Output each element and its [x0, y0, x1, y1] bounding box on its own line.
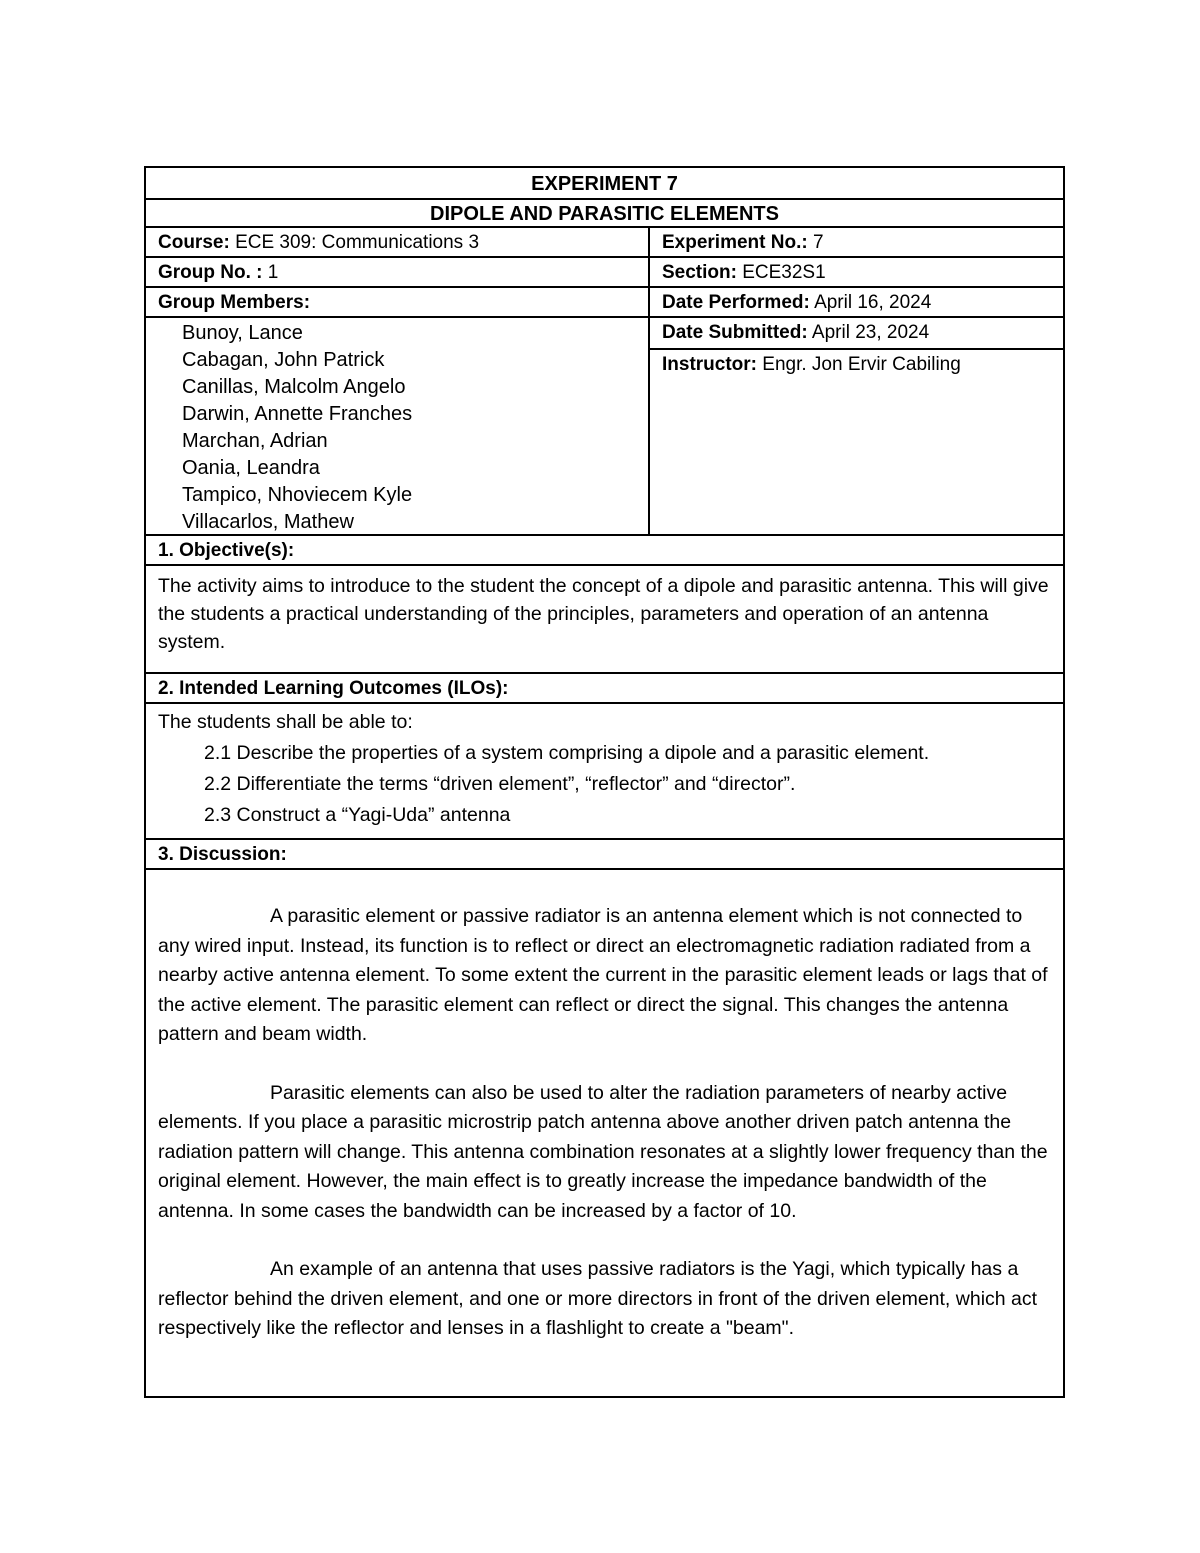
- members-block: [144, 318, 1065, 536]
- course-value: ECE 309: Communications 3: [235, 232, 480, 253]
- ilo-item: 2.1 Describe the properties of a system comprising a dipole and a parasitic element.: [204, 742, 930, 764]
- member-name: Oania, Leandra: [182, 457, 320, 479]
- course-cell: [146, 228, 650, 256]
- ilos-heading: 2. Intended Learning Outcomes (ILOs):: [144, 674, 1065, 704]
- members-list: [146, 318, 650, 534]
- section-value: ECE32S1: [742, 262, 826, 283]
- info-row-members: [144, 288, 1065, 318]
- experiment-no-cell: [650, 228, 1063, 256]
- info-row-group: [144, 258, 1065, 288]
- discussion-paragraph: An example of an antenna that uses passive radiators is the Yagi, which typically has a reflector behind the driven element, and one or more directors in front of the driven element, which act respectively like the reflector and lenses in a flashlight to create a "beam".: [158, 1258, 1038, 1339]
- member-name: Marchan, Adrian: [182, 430, 328, 452]
- member-name: Tampico, Nhoviecem Kyle: [182, 484, 413, 506]
- member-name: Villacarlos, Mathew: [182, 511, 354, 533]
- group-no-value: 1: [267, 262, 279, 283]
- instructor-cell: [650, 350, 1063, 380]
- instructor-value: Engr. Jon Ervir Cabiling: [762, 354, 961, 375]
- member-name: Cabagan, John Patrick: [182, 349, 385, 371]
- ilo-item: 2.3 Construct a “Yagi-Uda” antenna: [204, 804, 511, 826]
- objectives-heading: 1. Objective(s):: [144, 536, 1065, 566]
- section-cell: [650, 258, 1063, 286]
- date-submitted-value: April 23, 2024: [811, 322, 930, 343]
- member-name: Bunoy, Lance: [182, 322, 303, 344]
- experiment-no-label: Experiment No.:: [662, 232, 808, 253]
- ilos-intro: The students shall be able to:: [158, 711, 413, 733]
- member-name: Canillas, Malcolm Angelo: [182, 376, 406, 398]
- date-performed-value: April 16, 2024: [814, 292, 932, 313]
- date-submitted-cell: [650, 318, 1063, 350]
- ilo-item: 2.2 Differentiate the terms “driven element”, “reflector” and “director”.: [204, 773, 796, 795]
- course-label: Course:: [158, 232, 230, 253]
- discussion-paragraph: Parasitic elements can also be used to alter the radiation parameters of nearby active elements. If you place a parasitic microstrip patch antenna above another driven patch antenna the radiation pattern will change. This antenna combination resonates at a slightly lower frequency than the original element. However, the main effect is to greatly increase the impedance bandwidth of the antenna. In some cases the bandwidth can be increased by a factor of 10.: [158, 1081, 1048, 1222]
- experiment-sheet: [144, 166, 1065, 1398]
- experiment-subtitle: DIPOLE AND PARASITIC ELEMENTS: [144, 200, 1065, 228]
- date-submitted-label: Date Submitted:: [662, 322, 808, 343]
- group-members-label: Group Members:: [158, 292, 311, 313]
- experiment-title: EXPERIMENT 7: [144, 168, 1065, 200]
- discussion-paragraph: A parasitic element or passive radiator is an antenna element which is not connected to any wired input. Instead, its function is to reflect or direct an electromagnetic radiation radiated from a nearby active antenna element. To some extent the current in the parasitic element leads or lags that of the active element. The parasitic element can reflect or direct the signal. This changes the antenna pattern and beam width.: [158, 905, 1048, 1045]
- member-name: Darwin, Annette Franches: [182, 403, 413, 425]
- group-no-label: Group No. :: [158, 262, 263, 283]
- objectives-text: The activity aims to introduce to the student the concept of a dipole and parasitic antenna. This will give the students a practical understanding of the principles, parameters and operation of an antenna system.: [144, 566, 1065, 674]
- group-members-header-cell: [146, 288, 650, 316]
- ilos-body: [144, 704, 1065, 840]
- discussion-body: [144, 870, 1065, 1398]
- section-label: Section:: [662, 262, 737, 283]
- discussion-heading: 3. Discussion:: [144, 840, 1065, 870]
- instructor-label: Instructor:: [662, 354, 757, 375]
- dates-panel: [650, 318, 1063, 534]
- info-row-course: [144, 228, 1065, 258]
- group-no-cell: [146, 258, 650, 286]
- date-performed-label: Date Performed:: [662, 292, 810, 313]
- experiment-no-value: 7: [812, 232, 824, 253]
- date-performed-cell: [650, 288, 1063, 316]
